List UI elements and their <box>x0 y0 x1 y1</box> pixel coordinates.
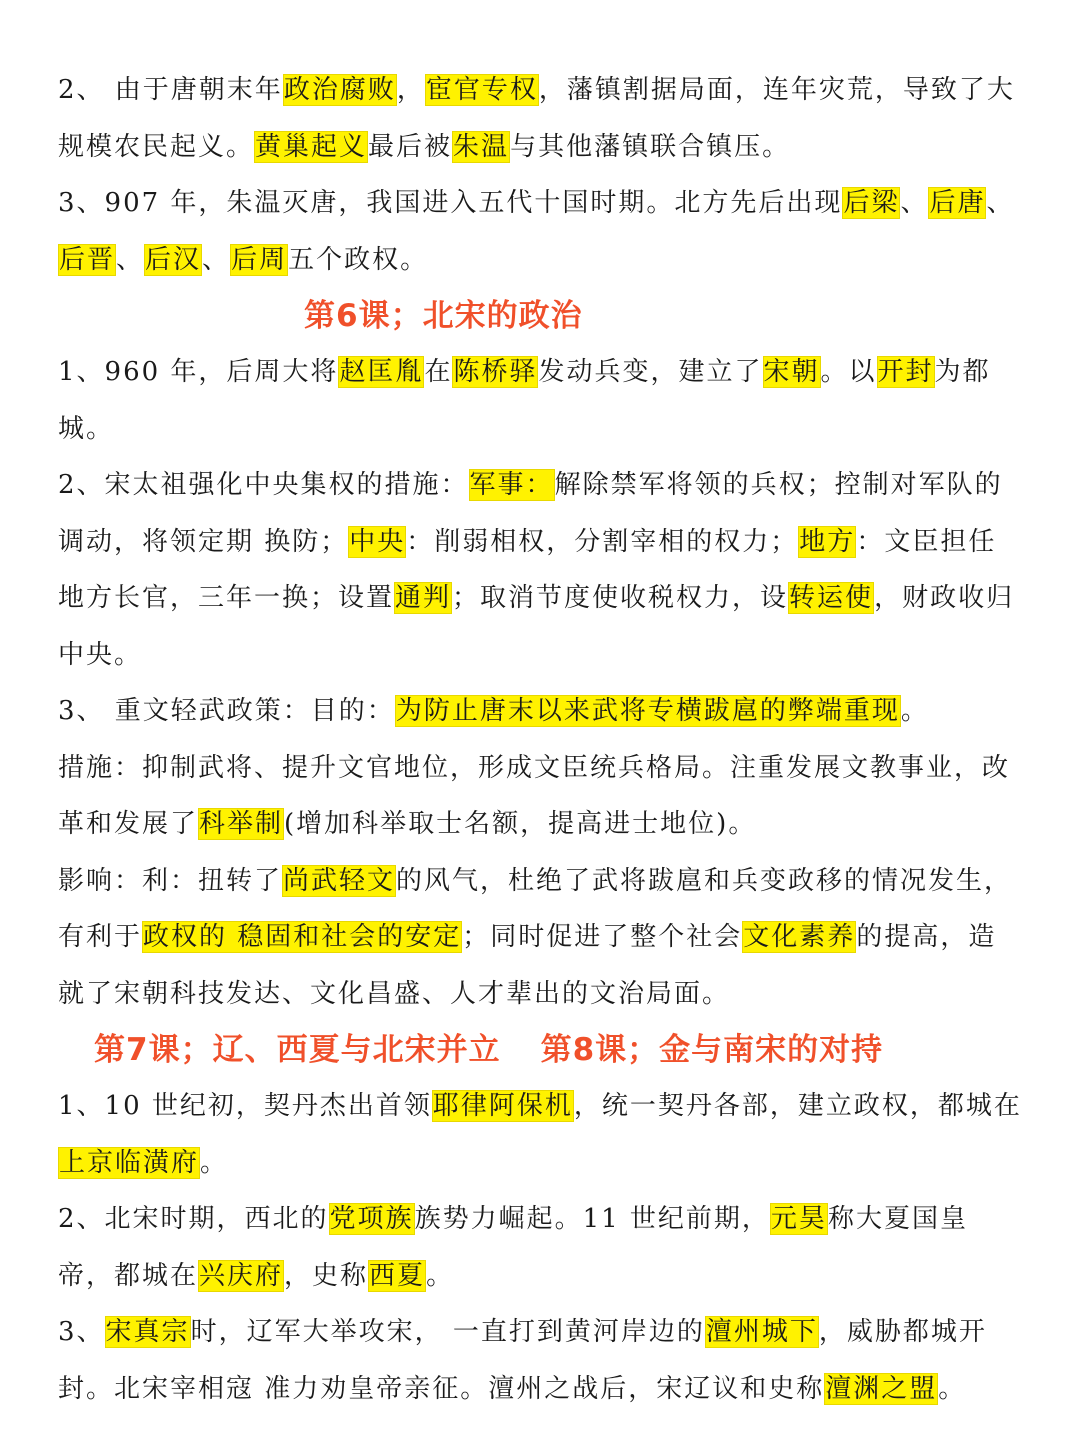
highlight: 后晋 <box>59 244 116 275</box>
text: 、 <box>116 244 145 275</box>
text: 的风气，杜绝了武将跋扈和兵变政移的情况发生，有利于 <box>58 865 1013 952</box>
text: 影响：利：扭转了 <box>58 865 283 896</box>
lesson-7-8-title <box>58 1022 1022 1078</box>
text: 发动兵变，建立了 <box>538 357 763 387</box>
text: 措施：抑制武将、提升文官地位，形成文臣统兵格局。注重发展文教事业，改革和发展了 <box>58 752 1011 839</box>
text: 称大夏国皇帝，都城在 <box>58 1204 968 1291</box>
paragraph-l6-2 <box>58 457 1022 683</box>
text: 3、 <box>58 1317 105 1347</box>
highlight: 科举制 <box>199 809 284 839</box>
text: 3、 重文轻武政策：目的： <box>58 696 395 726</box>
text: ；取消节度使收税权力，设 <box>452 583 789 613</box>
text: 。 <box>900 696 929 726</box>
text: ，藩镇割据局面，连年灾荒，导致了大规模农民起义。 <box>58 75 1015 162</box>
highlight: 党项族 <box>329 1204 414 1234</box>
paragraph-l7-3 <box>58 1304 1022 1417</box>
text: 。 <box>200 1147 229 1178</box>
text: (增加科举取士名额，提高进士地位)。 <box>284 809 757 839</box>
highlight: 后唐 <box>929 188 986 218</box>
text: 1、10 世纪初，契丹杰出首领 <box>58 1091 432 1121</box>
text: ，史称 <box>284 1260 369 1291</box>
highlight: 西夏 <box>369 1260 426 1291</box>
text: 、 <box>202 244 231 275</box>
text: ；同时促进了整个社会 <box>462 922 743 952</box>
highlight: 后汉 <box>145 244 202 275</box>
text: 的提高，造就了宋朝科技发达、文化昌盛、人才辈出的文治局面。 <box>58 922 997 1009</box>
text: 2、宋太祖强化中央集权的措施： <box>58 470 469 500</box>
text: 。以 <box>820 357 877 387</box>
paragraph-l7-1 <box>58 1078 1022 1191</box>
paragraph-l6-4 <box>58 740 1022 853</box>
text: 五个政权。 <box>288 244 429 275</box>
text: ，威胁都城开封。北宋宰相寇 准力劝皇帝亲征。澶州之战后，宋辽议和史称 <box>58 1317 987 1404</box>
lesson-8-title: 第8课；金与南宋的对持 <box>540 1032 884 1068</box>
highlight: 宋真宗 <box>105 1317 190 1347</box>
highlight: 通判 <box>395 583 452 613</box>
highlight: 政权的 稳固和社会的安定 <box>143 922 462 952</box>
highlight: 地方 <box>799 526 856 557</box>
paragraph-l6-3 <box>58 683 1022 740</box>
highlight: 文化素养 <box>743 922 856 952</box>
text: ：削弱相权，分割宰相的权力； <box>406 526 799 557</box>
highlight: 赵匡胤 <box>339 357 424 387</box>
highlight: 澶渊之盟 <box>825 1373 938 1404</box>
highlight: 政治腐败 <box>283 75 396 105</box>
highlight: 转运使 <box>789 583 874 613</box>
highlight: 元昊 <box>770 1204 827 1234</box>
text: 。 <box>938 1373 967 1404</box>
paragraph-l5-3 <box>58 175 1022 288</box>
lesson-6-title: 第6课；北宋的政治 <box>304 298 583 334</box>
text: 时，辽军大举攻宋， 一直打到黄河岸边的 <box>190 1317 705 1347</box>
text: 与其他藩镇联合镇压。 <box>510 131 791 162</box>
highlight: 尚武轻文 <box>283 865 396 896</box>
highlight: 兴庆府 <box>199 1260 284 1291</box>
paragraph-l7-2 <box>58 1191 1022 1304</box>
highlight: 上京临潢府 <box>59 1147 200 1178</box>
text: 3、907 年，朱温灭唐，我国进入五代十国时期。北方先后出现 <box>58 188 843 218</box>
text: 在 <box>424 357 453 387</box>
text: ，统一契丹各部，建立政权，都城在 <box>573 1091 1022 1121</box>
highlight: 朱温 <box>453 131 510 162</box>
highlight: 黄巢起义 <box>255 131 368 162</box>
text: 为都城。 <box>58 357 991 444</box>
highlight: 中央 <box>349 526 406 557</box>
paragraph-l5-2 <box>58 62 1022 175</box>
text: 族势力崛起。11 世纪前期， <box>414 1204 770 1234</box>
highlight: 开封 <box>877 357 934 387</box>
highlight: 澶州城下 <box>705 1317 818 1347</box>
text: 、 <box>900 188 929 218</box>
highlight: 宋朝 <box>763 357 820 387</box>
lesson-7-title: 第7课；辽、西夏与北宋并立 <box>94 1032 501 1068</box>
highlight: 宦官专权 <box>425 75 538 105</box>
paragraph-l6-1 <box>58 344 1022 457</box>
text: 最后被 <box>368 131 453 162</box>
text: 、 <box>986 188 1015 218</box>
text: 1、960 年，后周大将 <box>58 357 339 387</box>
text: ，财政收归中央。 <box>58 583 1015 670</box>
text: 2、 由于唐朝末年 <box>58 75 283 105</box>
highlight: 后梁 <box>843 188 900 218</box>
text: 。 <box>426 1260 455 1291</box>
text: 2、北宋时期，西北的 <box>58 1204 329 1234</box>
text: ， <box>396 75 425 105</box>
highlight: 后周 <box>231 244 288 275</box>
highlight: 耶律阿保机 <box>432 1091 573 1121</box>
paragraph-l6-5 <box>58 853 1022 1023</box>
highlight: 为防止唐末以来武将专横跋扈的弊端重现 <box>395 696 900 726</box>
highlight: 军事： <box>469 470 554 500</box>
text: 解除禁军将领的兵权；控制对军队的调动，将领定期 换防； <box>58 470 1003 557</box>
text: ：文臣担任地方长官，三年一换；设置 <box>58 526 997 613</box>
highlight: 陈桥驿 <box>453 357 538 387</box>
